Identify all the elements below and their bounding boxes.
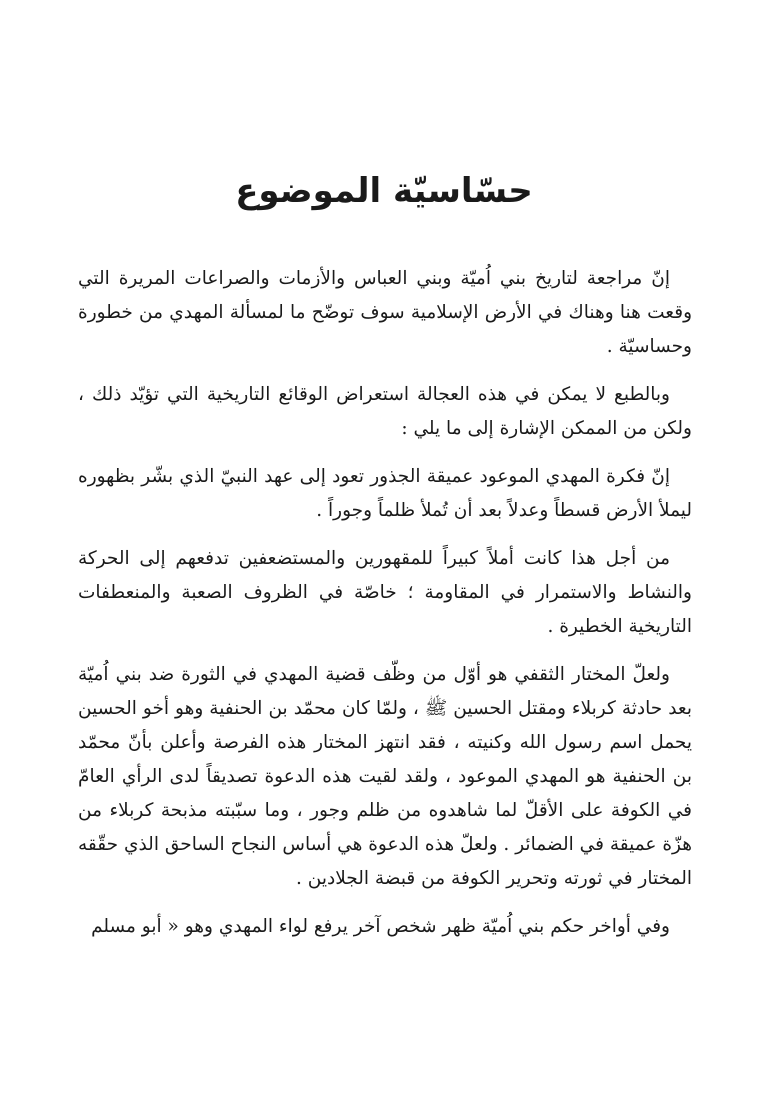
paragraph: وبالطبع لا يمكن في هذه العجالة استعراض الوقائع التاريخية التي تؤيّد ذلك ، ولكن من الممكن الإشارة إلى ما يلي : (78, 384, 692, 439)
paragraph: من أجل هذا كانت أملاً كبيراً للمقهورين والمستضعفين تدفعهم إلى الحركة والنشاط والاستمرار في المقاومة ؛ خاصّة في الظروف الصعبة والمنعطفات التاريخية الخطيرة . (78, 548, 692, 637)
paragraph: وفي أواخر حكم بني اُميّة ظهر شخص آخر يرفع لواء المهدي وهو « أبو مسلم (91, 916, 670, 937)
paragraph: إنّ فكرة المهدي الموعود عميقة الجذور تعود إلى عهد النبيّ الذي بشّر بظهوره ليملأ الأرض قسطاً وعدلاً بعد أن تُملأ ظلماً وجوراً . (78, 466, 692, 521)
paragraph: ولعلّ المختار الثقفي هو أوّل من وظّف قضية المهدي في الثورة ضد بني اُميّة بعد حادثة كربلاء ومقتل الحسين ﷺ ، ولمّا كان محمّد بن الحنفية وهو أخو الحسين يحمل اسم رسول الله وكنيته ، فقد انتهز المختار هذه الفرصة وأعلن بأنّ محمّد بن الحنفية هو المهدي الموعود ، ولقد لقيت هذه الدعوة تصديقاً لدى الرأي العامّ في الكوفة على الأقلّ لما شاهدوه من ظلم وجور ، وما سبّبته مذبحة كربلاء من هزّة عميقة في الضمائر . ولعلّ هذه الدعوة هي أساس النجاح الساحق الذي حقّقه المختار في ثورته وتحرير الكوفة من قبضة الجلادين . (78, 664, 692, 889)
paragraph: إنّ مراجعة لتاريخ بني اُميّة وبني العباس والأزمات والصراعات المريرة التي وقعت هنا وهناك في الأرض الإسلامية سوف توضّح ما لمسألة المهدي من خطورة وحساسيّة . (78, 268, 692, 357)
page-title: حسّاسيّة الموضوع (235, 171, 533, 211)
body-text (78, 262, 692, 958)
